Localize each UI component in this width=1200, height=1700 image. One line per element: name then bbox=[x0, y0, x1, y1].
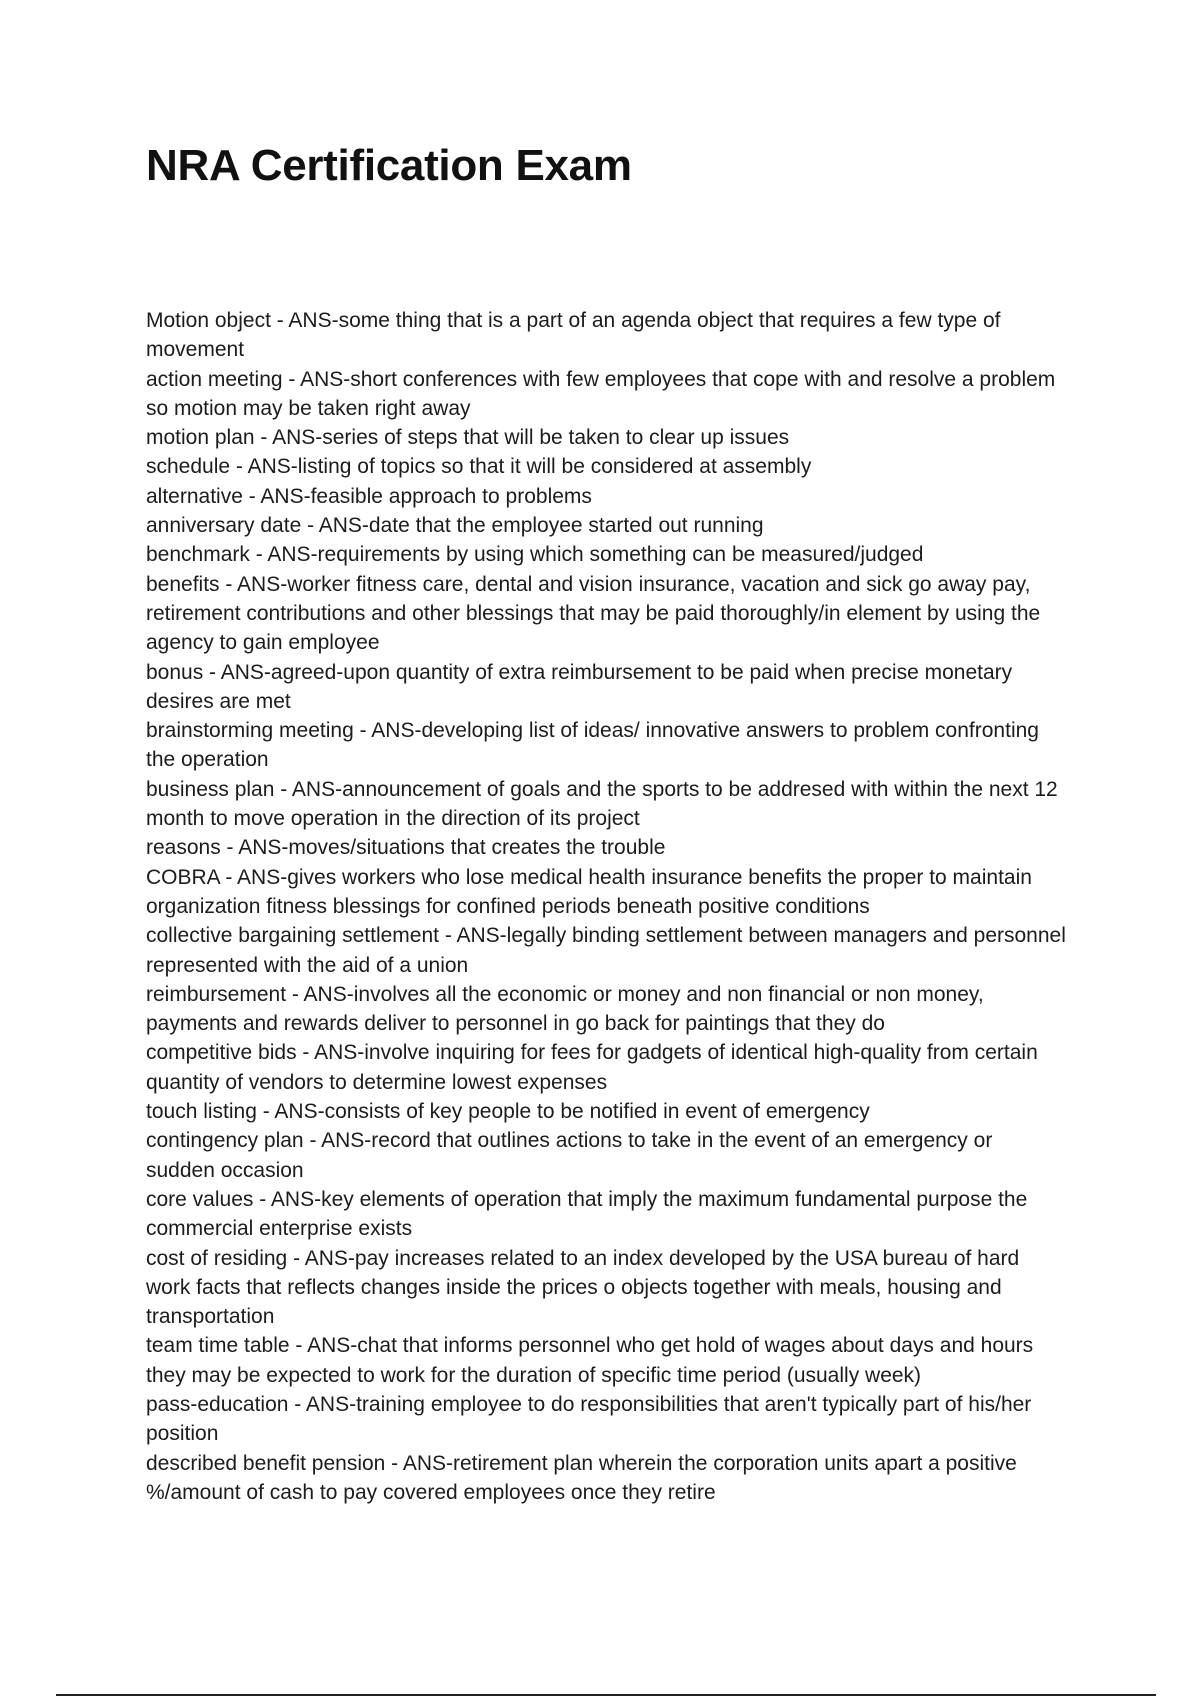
glossary-entry: reasons - ANS-moves/situations that creates the trouble bbox=[146, 836, 666, 860]
glossary-entry: action meeting - ANS-short conferences with few employees that cope with and resolve a problem so motion may be taken right away bbox=[146, 367, 1056, 420]
glossary-entry: bonus - ANS-agreed-upon quantity of extra reimbursement to be paid when precise monetary desires are met bbox=[146, 660, 1013, 713]
glossary-entry: collective bargaining settlement - ANS-legally binding settlement between managers and personnel represented with the aid of a union bbox=[146, 924, 1066, 977]
glossary-entry: benchmark - ANS-requirements by using which something can be measured/judged bbox=[146, 543, 924, 567]
glossary-entry: alternative - ANS-feasible approach to problems bbox=[146, 484, 592, 508]
glossary-entry: COBRA - ANS-gives workers who lose medical health insurance benefits the proper to maintain organization fitness blessings for confined periods beneath positive conditions bbox=[146, 865, 1032, 918]
glossary-entry: motion plan - ANS-series of steps that will be taken to clear up issues bbox=[146, 426, 790, 450]
glossary-entry: contingency plan - ANS-record that outlines actions to take in the event of an emergency or sudden occasion bbox=[146, 1129, 993, 1182]
page-title: NRA Certification Exam bbox=[146, 141, 632, 190]
glossary-entry: described benefit pension - ANS-retirement plan wherein the corporation units apart a positive %/amount of cash to pay covered employees once they retire bbox=[146, 1451, 1017, 1504]
glossary-entry: business plan - ANS-announcement of goals and the sports to be addresed with within the next 12 month to move operation in the direction of its project bbox=[146, 777, 1058, 831]
glossary-entry: Motion object - ANS-some thing that is a part of an agenda object that requires a few type of movement bbox=[146, 309, 1001, 362]
glossary-entry: brainstorming meeting - ANS-developing list of ideas/ innovative answers to problem confronting the operation bbox=[146, 719, 1039, 772]
glossary-entry: touch listing - ANS-consists of key people to be notified in event of emergency bbox=[146, 1100, 870, 1124]
glossary-entry: benefits - ANS-worker fitness care, dental and vision insurance, vacation and sick go away pay, retirement contributions and other blessings that may be paid thoroughly/in element by using the agency to gain employee bbox=[146, 572, 1041, 655]
glossary-entry: core values - ANS-key elements of operation that imply the maximum fundamental purpose the commercial enterprise exists bbox=[146, 1187, 1028, 1241]
glossary-list bbox=[146, 306, 1066, 1507]
glossary-entry: anniversary date - ANS-date that the employee started out running bbox=[146, 514, 764, 538]
glossary-entry: team time table - ANS-chat that informs personnel who get hold of wages about days and hours they may be expected to work for the duration of specific time period (usually week) bbox=[146, 1334, 1034, 1387]
glossary-entry: competitive bids - ANS-involve inquiring for fees for gadgets of identical high-quality from certain quantity of vendors to determine lowest expenses bbox=[146, 1041, 1038, 1094]
glossary-entry: cost of residing - ANS-pay increases related to an index developed by the USA bureau of hard work facts that reflects changes inside the prices o objects together with meals, housing and transportation bbox=[146, 1246, 1020, 1329]
glossary-entry: pass-education - ANS-training employee to do responsibilities that aren't typically part of his/her position bbox=[146, 1392, 1032, 1446]
footer-divider bbox=[56, 1694, 1156, 1696]
glossary-entry: reimbursement - ANS-involves all the economic or money and non financial or non money, payments and rewards deliver to personnel in go back for paintings that they do bbox=[146, 982, 984, 1036]
glossary-entry: schedule - ANS-listing of topics so that it will be considered at assembly bbox=[146, 455, 812, 479]
